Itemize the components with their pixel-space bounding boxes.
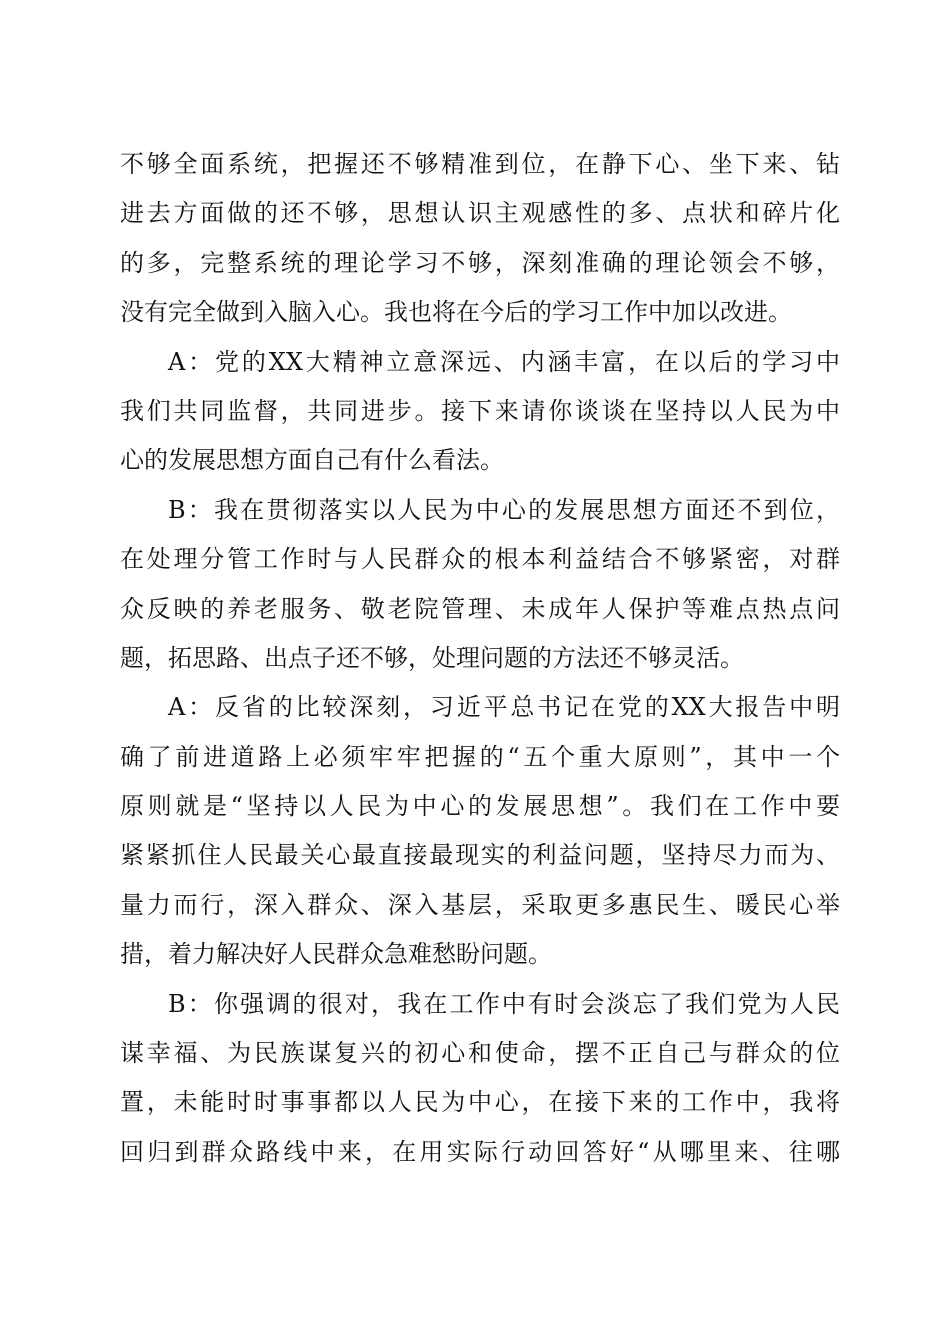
text-line: 在处理分管工作时与人民群众的根本利益结合不够紧密，对群 bbox=[120, 545, 840, 574]
text-line: 置，未能时时事事都以人民为中心，在接下来的工作中，我将 bbox=[120, 1088, 840, 1117]
text-line: B：你强调的很对，我在工作中有时会淡忘了我们党为人民 bbox=[168, 989, 840, 1018]
text-line: A：党的XX大精神立意深远、内涵丰富，在以后的学习中 bbox=[168, 347, 840, 376]
text-line: 进去方面做的还不够，思想认识主观感性的多、点状和碎片化 bbox=[120, 199, 840, 228]
text-line: B：我在贯彻落实以人民为中心的发展思想方面还不到位， bbox=[168, 495, 840, 524]
text-line: 量力而行，深入群众、深入基层，采取更多惠民生、暖民心举 bbox=[120, 890, 840, 919]
text-line: 措，着力解决好人民群众急难愁盼问题。 bbox=[120, 940, 552, 969]
text-line: 题，拓思路、出点子还不够，处理问题的方法还不够灵活。 bbox=[120, 643, 744, 672]
text-line: 心的发展思想方面自己有什么看法。 bbox=[120, 446, 504, 475]
text-line: 原则就是“坚持以人民为中心的发展思想”。我们在工作中要 bbox=[120, 792, 840, 821]
text-line: 谋幸福、为民族谋复兴的初心和使命，摆不正自己与群众的位 bbox=[120, 1039, 840, 1068]
text-line: 紧紧抓住人民最关心最直接最现实的利益问题，坚持尽力而为、 bbox=[120, 841, 840, 870]
text-line: A：反省的比较深刻，习近平总书记在党的XX大报告中明 bbox=[168, 693, 840, 722]
body-text bbox=[120, 140, 840, 1177]
text-line: 我们共同监督，共同进步。接下来请你谈谈在坚持以人民为中 bbox=[120, 396, 840, 425]
text-line: 的多，完整系统的理论学习不够，深刻准确的理论领会不够， bbox=[120, 248, 840, 277]
text-line: 回归到群众路线中来，在用实际行动回答好“从哪里来、往哪 bbox=[120, 1137, 840, 1166]
text-line: 众反映的养老服务、敬老院管理、未成年人保护等难点热点问 bbox=[120, 594, 840, 623]
text-line: 没有完全做到入脑入心。我也将在今后的学习工作中加以改进。 bbox=[120, 298, 792, 327]
text-line: 确了前进道路上必须牢牢把握的“五个重大原则”，其中一个 bbox=[120, 742, 840, 771]
text-line: 不够全面系统，把握还不够精准到位，在静下心、坐下来、钻 bbox=[120, 150, 840, 178]
